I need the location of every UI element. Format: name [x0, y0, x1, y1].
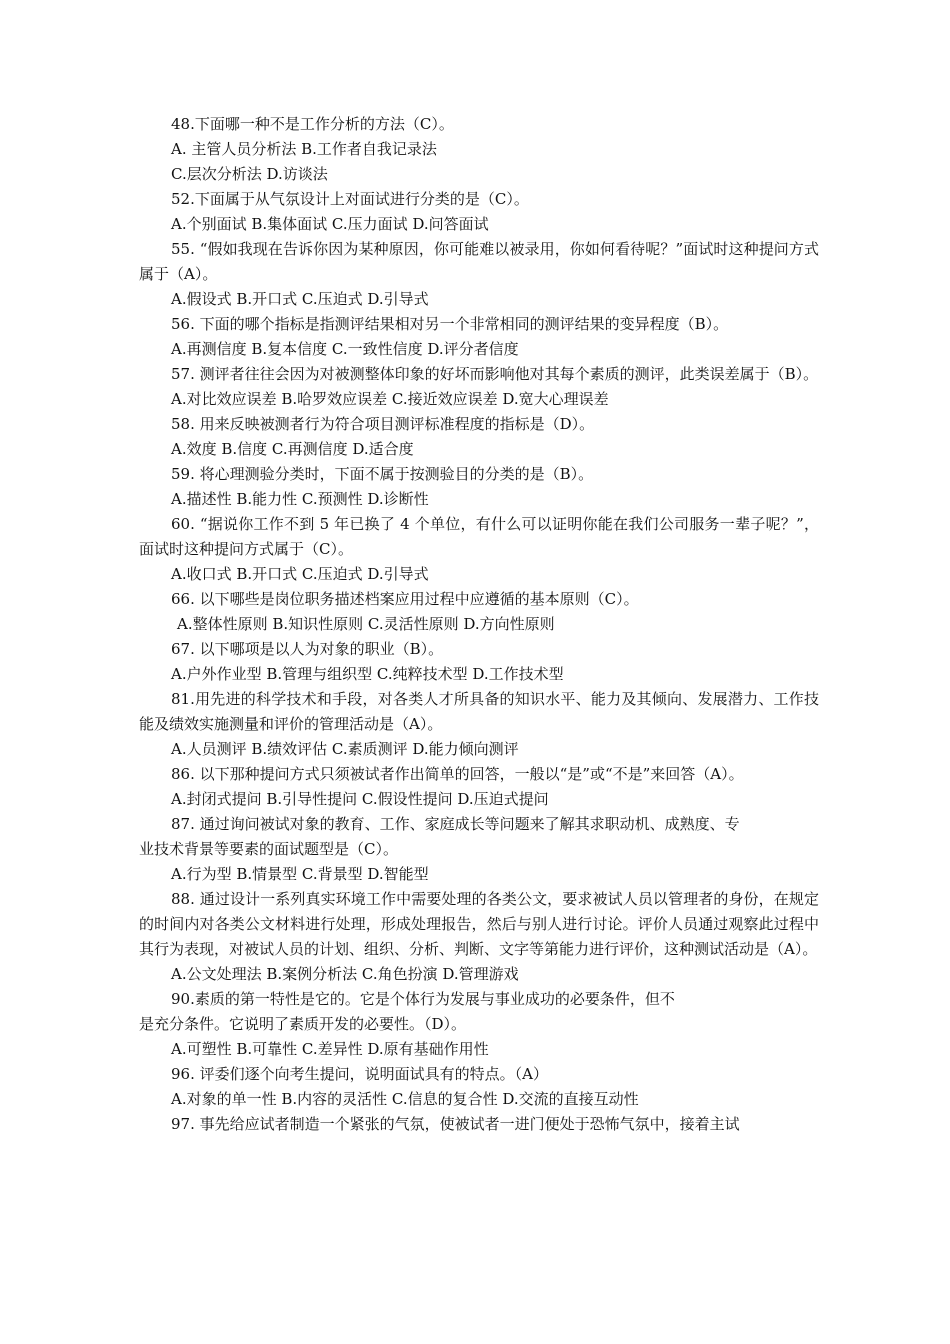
question-90-options: A.可塑性 B.可靠性 C.差异性 D.原有基础作用性 [171, 1040, 489, 1058]
question-86: 86. 以下那种提问方式只须被试者作出简单的回答，一般以“是”或“不是”来回答（A）。 [171, 765, 744, 783]
question-55-options: A.假设式 B.开口式 C.压迫式 D.引导式 [171, 290, 429, 308]
question-60-options: A.收口式 B.开口式 C.压迫式 D.引导式 [171, 565, 429, 583]
question-67-options: A.户外作业型 B.管理与组织型 C.纯粹技术型 D.工作技术型 [171, 665, 564, 683]
question-66-options: A.整体性原则 B.知识性原则 C.灵活性原则 D.方向性原则 [177, 615, 555, 633]
question-81-options: A.人员测评 B.绩效评估 C.素质测评 D.能力倾向测评 [171, 740, 519, 758]
question-57-options: A.对比效应误差 B.哈罗效应误差 C.接近效应误差 D.宽大心理误差 [171, 390, 609, 408]
question-58-options: A.效度 B.信度 C.再测信度 D.适合度 [171, 440, 414, 458]
question-56: 56. 下面的哪个指标是指测评结果相对另一个非常相同的测评结果的变异程度（B）。 [171, 315, 729, 333]
question-52-options: A.个别面试 B.集体面试 C.压力面试 D.问答面试 [171, 215, 489, 233]
question-96: 96. 评委们逐个向考生提问，说明面试具有的特点。（A） [171, 1065, 548, 1083]
question-88: 88. 通过设计一系列真实环境工作中需要处理的各类公文，要求被试人员以管理者的身份，在规定的时间内对各类公文材料进行处理，形成处理报告，然后与别人进行讨论。评价人员通过观察此过程中其行为表现，对被试人员的计划、组织、分析、判断、文字等第能力进行评价，这种测试活动是（A）。 [139, 890, 819, 958]
question-55: 55. “假如我现在告诉你因为某种原因，你可能难以被录用，你如何看待呢？”面试时这种提问方式属于（A）。 [139, 240, 819, 283]
question-60: 60. “据说你工作不到 5 年已换了 4 个单位，有什么可以证明你能在我们公司服务一辈子呢？”，面试时这种提问方式属于（C）。 [139, 515, 819, 558]
question-87-options: A.行为型 B.情景型 C.背景型 D.智能型 [171, 865, 429, 883]
question-59: 59. 将心理测验分类时，下面不属于按测验目的分类的是（B）。 [171, 465, 594, 483]
question-67: 67. 以下哪项是以人为对象的职业（B）。 [171, 640, 444, 658]
question-90-continued: 是充分条件。它说明了素质开发的必要性。（D）。 [139, 1015, 467, 1033]
question-59-options: A.描述性 B.能力性 C.预测性 D.诊断性 [171, 490, 429, 508]
document-body [139, 112, 819, 1137]
question-97: 97. 事先给应试者制造一个紧张的气氛，使被试者一进门便处于恐怖气氛中，接着主试 [171, 1115, 740, 1133]
question-48-options-2: C.层次分析法 D.访谈法 [171, 165, 328, 183]
question-58: 58. 用来反映被测者行为符合项目测评标准程度的指标是（D）。 [171, 415, 595, 433]
question-52: 52.下面属于从气氛设计上对面试进行分类的是（C）。 [171, 190, 529, 208]
question-87: 87. 通过询问被试对象的教育、工作、家庭成长等问题来了解其求职动机、成熟度、专 [171, 815, 740, 833]
question-48: 48.下面哪一种不是工作分析的方法（C）。 [171, 115, 454, 133]
question-81: 81.用先进的科学技术和手段，对各类人才所具备的知识水平、能力及其倾向、发展潜力、工作技能及绩效实施测量和评价的管理活动是（A）。 [139, 690, 819, 733]
question-66: 66. 以下哪些是岗位职务描述档案应用过程中应遵循的基本原则（C）。 [171, 590, 639, 608]
question-48-options-1: A. 主管人员分析法 B.工作者自我记录法 [171, 140, 437, 158]
question-90: 90.素质的第一特性是它的。它是个体行为发展与事业成功的必要条件，但不 [171, 990, 675, 1008]
question-96-options: A.对象的单一性 B.内容的灵活性 C.信息的复合性 D.交流的直接互动性 [171, 1090, 639, 1108]
question-88-options: A.公文处理法 B.案例分析法 C.角色扮演 D.管理游戏 [171, 965, 519, 983]
question-86-options: A.封闭式提问 B.引导性提问 C.假设性提问 D.压迫式提问 [171, 790, 549, 808]
question-87-continued: 业技术背景等要素的面试题型是（C）。 [139, 840, 398, 858]
question-57: 57. 测评者往往会因为对被测整体印象的好坏而影响他对其每个素质的测评，此类误差属于（B）。 [171, 365, 819, 383]
question-56-options: A.再测信度 B.复本信度 C.一致性信度 D.评分者信度 [171, 340, 519, 358]
